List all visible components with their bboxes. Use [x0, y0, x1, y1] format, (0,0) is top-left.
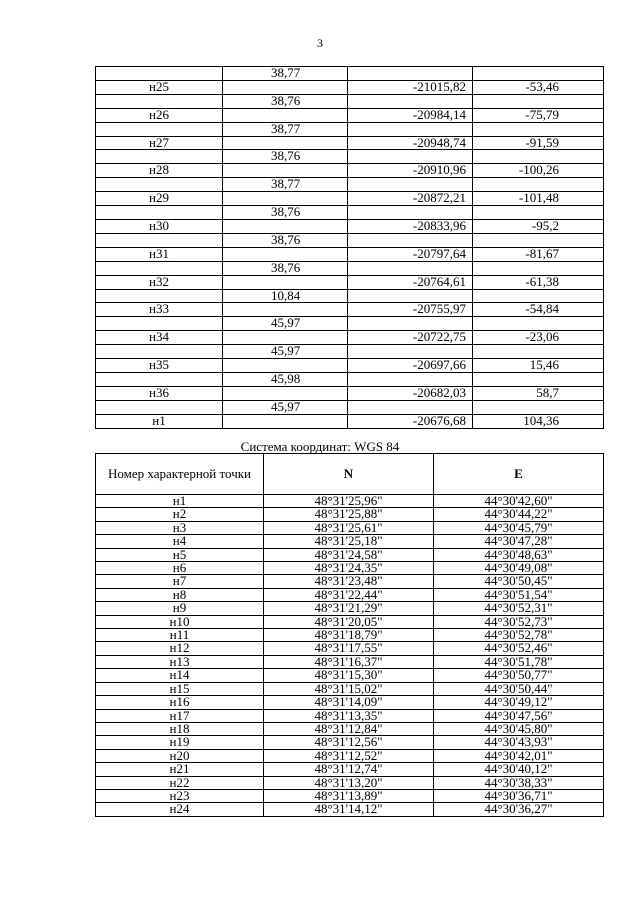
coordinate-system-caption: Система координат: WGS 84 [240, 439, 400, 454]
table-row [96, 136, 604, 150]
point-cell: н12 [96, 642, 264, 655]
point-cell: н34 [96, 331, 223, 345]
distance-cell: 38,77 [223, 122, 348, 136]
x-cell: -21015,82 [348, 80, 473, 94]
e-cell: 44°30'40,12" [434, 763, 604, 776]
table-row [96, 359, 604, 373]
point-cell: н18 [96, 722, 264, 735]
point-cell: н13 [96, 655, 264, 668]
n-cell: 48°31'22,44" [264, 588, 434, 601]
e-cell: 44°30'52,78" [434, 629, 604, 642]
x-cell: -20872,21 [348, 192, 473, 206]
table-row [96, 80, 604, 94]
x-cell: -20833,96 [348, 219, 473, 233]
point-cell: н27 [96, 136, 223, 150]
n-cell: 48°31'12,74" [264, 763, 434, 776]
distance-cell: 10,84 [223, 289, 348, 303]
e-cell: 44°30'36,27" [434, 803, 604, 816]
point-cell: н2 [96, 508, 264, 521]
table-row [96, 696, 604, 709]
point-cell: н15 [96, 682, 264, 695]
n-cell: 48°31'14,12" [264, 803, 434, 816]
y-cell: -100,26 [473, 164, 604, 178]
n-cell: 48°31'14,09" [264, 696, 434, 709]
n-cell: 48°31'21,29" [264, 602, 434, 615]
point-cell: н1 [96, 414, 223, 428]
x-cell: -20755,97 [348, 303, 473, 317]
e-cell: 44°30'47,28" [434, 535, 604, 548]
e-cell: 44°30'51,78" [434, 655, 604, 668]
distance-cell: 38,76 [223, 261, 348, 275]
point-cell: н7 [96, 575, 264, 588]
distance-cell: 45,97 [223, 345, 348, 359]
n-cell: 48°31'25,61" [264, 521, 434, 534]
distance-cell: 38,76 [223, 206, 348, 220]
n-cell: 48°31'16,37" [264, 655, 434, 668]
point-cell: н32 [96, 275, 223, 289]
table-row [96, 414, 604, 428]
y-cell: 104,36 [473, 414, 604, 428]
header-e: E [434, 454, 604, 495]
table-row [96, 247, 604, 261]
n-cell: 48°31'12,84" [264, 722, 434, 735]
distance-cell: 38,76 [223, 94, 348, 108]
point-cell: н10 [96, 615, 264, 628]
y-cell [473, 261, 604, 275]
e-cell: 44°30'49,12" [434, 696, 604, 709]
e-cell: 44°30'50,44" [434, 682, 604, 695]
page-number: 3 [317, 36, 323, 50]
coordinates-table-msk [95, 66, 604, 429]
e-cell: 44°30'38,33" [434, 776, 604, 789]
table-row [96, 164, 604, 178]
distance-cell: 38,77 [223, 178, 348, 192]
point-cell: н8 [96, 588, 264, 601]
e-cell: 44°30'42,60" [434, 495, 604, 508]
n-cell: 48°31'15,30" [264, 669, 434, 682]
x-cell: -20948,74 [348, 136, 473, 150]
y-cell: -23,06 [473, 331, 604, 345]
e-cell: 44°30'45,80" [434, 722, 604, 735]
point-cell: н21 [96, 763, 264, 776]
table-row [96, 372, 604, 386]
n-cell: 48°31'24,35" [264, 562, 434, 575]
x-cell: -20797,64 [348, 247, 473, 261]
e-cell: 44°30'52,31" [434, 602, 604, 615]
e-cell: 44°30'52,73" [434, 615, 604, 628]
y-cell: -81,67 [473, 247, 604, 261]
point-cell: н14 [96, 669, 264, 682]
e-cell: 44°30'47,56" [434, 709, 604, 722]
x-cell: -20697,66 [348, 359, 473, 373]
distance-cell [223, 414, 348, 428]
distance-cell: 38,76 [223, 150, 348, 164]
y-cell: 58,7 [473, 386, 604, 400]
e-cell: 44°30'44,22" [434, 508, 604, 521]
table-row [96, 275, 604, 289]
x-cell: -20722,75 [348, 331, 473, 345]
coordinates-table-wgs84 [95, 453, 604, 817]
y-cell: -101,48 [473, 192, 604, 206]
point-cell: н19 [96, 736, 264, 749]
y-cell: -53,46 [473, 80, 604, 94]
x-cell: -20910,96 [348, 164, 473, 178]
point-cell [96, 122, 223, 136]
n-cell: 48°31'18,79" [264, 629, 434, 642]
y-cell [473, 122, 604, 136]
e-cell: 44°30'52,46" [434, 642, 604, 655]
point-cell: н3 [96, 521, 264, 534]
e-cell: 44°30'50,45" [434, 575, 604, 588]
table-row [96, 108, 604, 122]
point-cell: н26 [96, 108, 223, 122]
table-row [96, 386, 604, 400]
point-cell: н5 [96, 548, 264, 561]
x-cell: -20764,61 [348, 275, 473, 289]
n-cell: 48°31'13,89" [264, 789, 434, 802]
point-cell: н29 [96, 192, 223, 206]
point-cell: н22 [96, 776, 264, 789]
table-row [96, 331, 604, 345]
e-cell: 44°30'42,01" [434, 749, 604, 762]
point-cell: н16 [96, 696, 264, 709]
y-cell: -95,2 [473, 219, 604, 233]
point-cell: н1 [96, 495, 264, 508]
table-row [96, 206, 604, 220]
header-n: N [264, 454, 434, 495]
point-cell: н35 [96, 359, 223, 373]
point-cell: н24 [96, 803, 264, 816]
x-cell: -20676,68 [348, 414, 473, 428]
point-cell: н30 [96, 219, 223, 233]
n-cell: 48°31'17,55" [264, 642, 434, 655]
point-cell: н20 [96, 749, 264, 762]
point-cell: н36 [96, 386, 223, 400]
table-row [96, 192, 604, 206]
e-cell: 44°30'43,93" [434, 736, 604, 749]
point-cell: н23 [96, 789, 264, 802]
point-cell: н9 [96, 602, 264, 615]
point-cell [96, 261, 223, 275]
table-row [96, 803, 604, 816]
n-cell: 48°31'12,56" [264, 736, 434, 749]
x-cell [348, 122, 473, 136]
point-cell: н4 [96, 535, 264, 548]
n-cell: 48°31'24,58" [264, 548, 434, 561]
y-cell: -75,79 [473, 108, 604, 122]
y-cell: -91,59 [473, 136, 604, 150]
y-cell: 15,46 [473, 359, 604, 373]
y-cell: -54,84 [473, 303, 604, 317]
e-cell: 44°30'51,54" [434, 588, 604, 601]
x-cell: -20984,14 [348, 108, 473, 122]
n-cell: 48°31'12,52" [264, 749, 434, 762]
distance-cell: 38,77 [223, 67, 348, 81]
table-row [96, 345, 604, 359]
table-row [96, 219, 604, 233]
n-cell: 48°31'25,88" [264, 508, 434, 521]
header-point-number: Номер характерной точки [96, 454, 264, 495]
distance-cell: 45,98 [223, 372, 348, 386]
point-cell: н11 [96, 629, 264, 642]
point-cell: н28 [96, 164, 223, 178]
n-cell: 48°31'23,48" [264, 575, 434, 588]
e-cell: 44°30'36,71" [434, 789, 604, 802]
distance-cell: 38,76 [223, 233, 348, 247]
coordinates-table-wgs84-body [96, 495, 604, 817]
n-cell: 48°31'25,96" [264, 495, 434, 508]
table-row [96, 122, 604, 136]
distance-cell [223, 275, 348, 289]
e-cell: 44°30'45,79" [434, 521, 604, 534]
n-cell: 48°31'25,18" [264, 535, 434, 548]
x-cell: -20682,03 [348, 386, 473, 400]
distance-cell: 45,97 [223, 317, 348, 331]
distance-cell: 45,97 [223, 400, 348, 414]
n-cell: 48°31'20,05" [264, 615, 434, 628]
table-row [96, 261, 604, 275]
point-cell: н31 [96, 247, 223, 261]
coordinates-table-msk-body [96, 67, 604, 429]
point-cell: н17 [96, 709, 264, 722]
n-cell: 48°31'15,02" [264, 682, 434, 695]
y-cell: -61,38 [473, 275, 604, 289]
n-cell: 48°31'13,20" [264, 776, 434, 789]
point-cell: н25 [96, 80, 223, 94]
e-cell: 44°30'50,77" [434, 669, 604, 682]
n-cell: 48°31'13,35" [264, 709, 434, 722]
table-header-row [96, 454, 604, 495]
x-cell [348, 261, 473, 275]
e-cell: 44°30'49,08" [434, 562, 604, 575]
point-cell: н6 [96, 562, 264, 575]
point-cell: н33 [96, 303, 223, 317]
table-row [96, 303, 604, 317]
e-cell: 44°30'48,63" [434, 548, 604, 561]
